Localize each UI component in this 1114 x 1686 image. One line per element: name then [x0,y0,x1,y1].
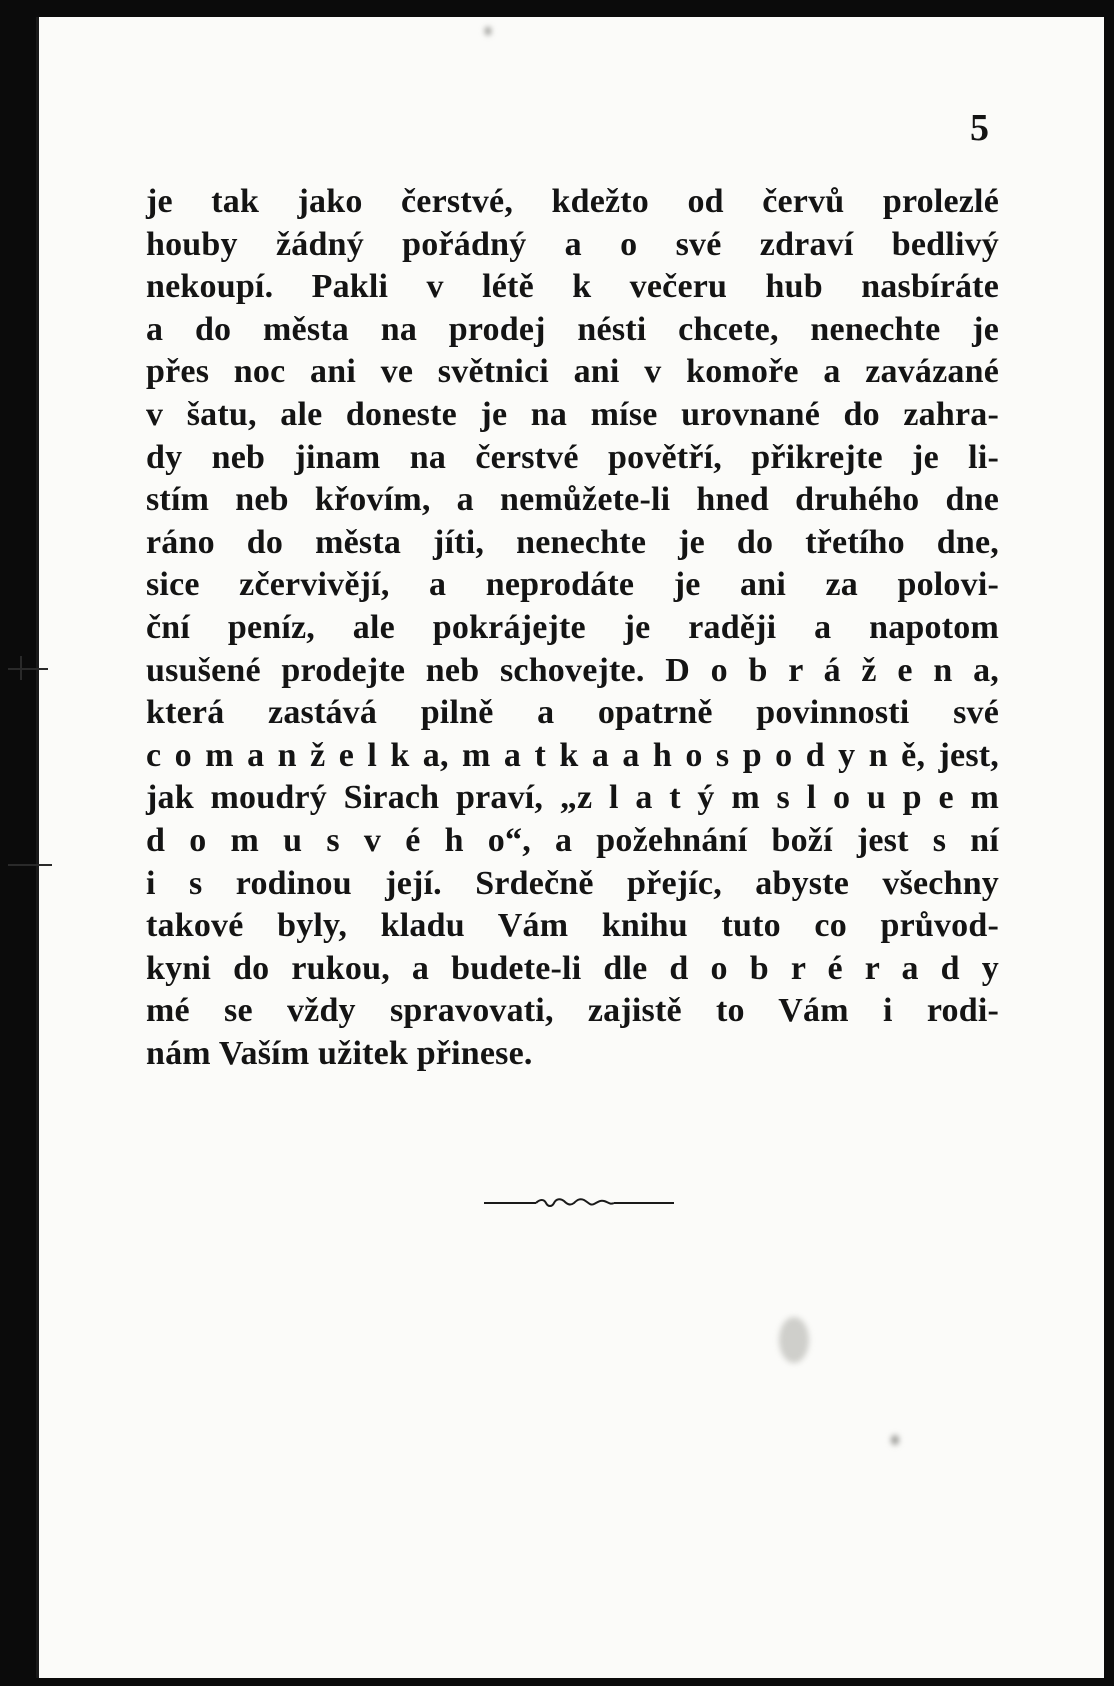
text-line: která zastává pilně a opatrně povinnosti své [146,694,999,732]
text-line: je tak jako čerstvé, kdežto od červů prolezlé [146,183,999,220]
text-line: stím neb křovím, a nemůžete-li hned druhého dne [146,481,999,519]
paper-smudge [779,1317,809,1363]
text-line: takové byly, kladu Vám knihu tuto co průvod- [146,907,999,945]
page-number: 5 [970,107,989,149]
text-line: nám Vaším užitek přinese. [146,1034,533,1072]
text-line: a do města na prodej nésti chcete, nenechte je [146,310,999,348]
text-line: dy neb jinam na čerstvé povětří, přikrejte je li- [146,438,999,476]
book-page [36,17,1104,1678]
text-line: c o m a n ž e l k a, m a t k a a h o s p o d y n ě, jest, [146,736,999,774]
text-line: ráno do města jíti, nenechte je do třetího dne, [146,523,999,561]
text-line: i s rodinou její. Srdečně přejíc, abyste všechny [146,864,999,902]
margin-tick [8,668,48,670]
decorative-rule-icon [484,1195,674,1209]
text-line: ční peníz, ale pokrájejte je raději a napotom [146,608,999,646]
margin-tick [8,864,52,866]
text-line: mé se vždy spravovati, zajistě to Vám i rodi- [146,992,999,1030]
text-line: jak moudrý Sirach praví, „z l a t ý m s l o u p e m [146,779,999,817]
body-text [146,181,999,1075]
text-line: usušené prodejte neb schovejte. D o b r á ž e n a, [146,651,999,689]
paper-smudge [891,1435,899,1445]
text-line: kyni do rukou, a budete-li dle d o b r é r a d y [146,949,999,987]
text-line: přes noc ani ve světnici ani v komoře a zavázané [146,353,999,391]
paper-smudge [485,27,491,35]
text-line: sice zčervivějí, a neprodáte je ani za polovi- [146,566,999,604]
text-line: d o m u s v é h o“, a požehnání boží jest s ní [146,821,999,859]
text-line: houby žádný pořádný a o své zdraví bedlivý [146,225,999,263]
margin-tick [20,656,22,680]
text-line: v šatu, ale doneste je na míse urovnané do zahra- [146,395,999,433]
text-line: nekoupí. Pakli v létě k večeru hub nasbíráte [146,268,999,306]
